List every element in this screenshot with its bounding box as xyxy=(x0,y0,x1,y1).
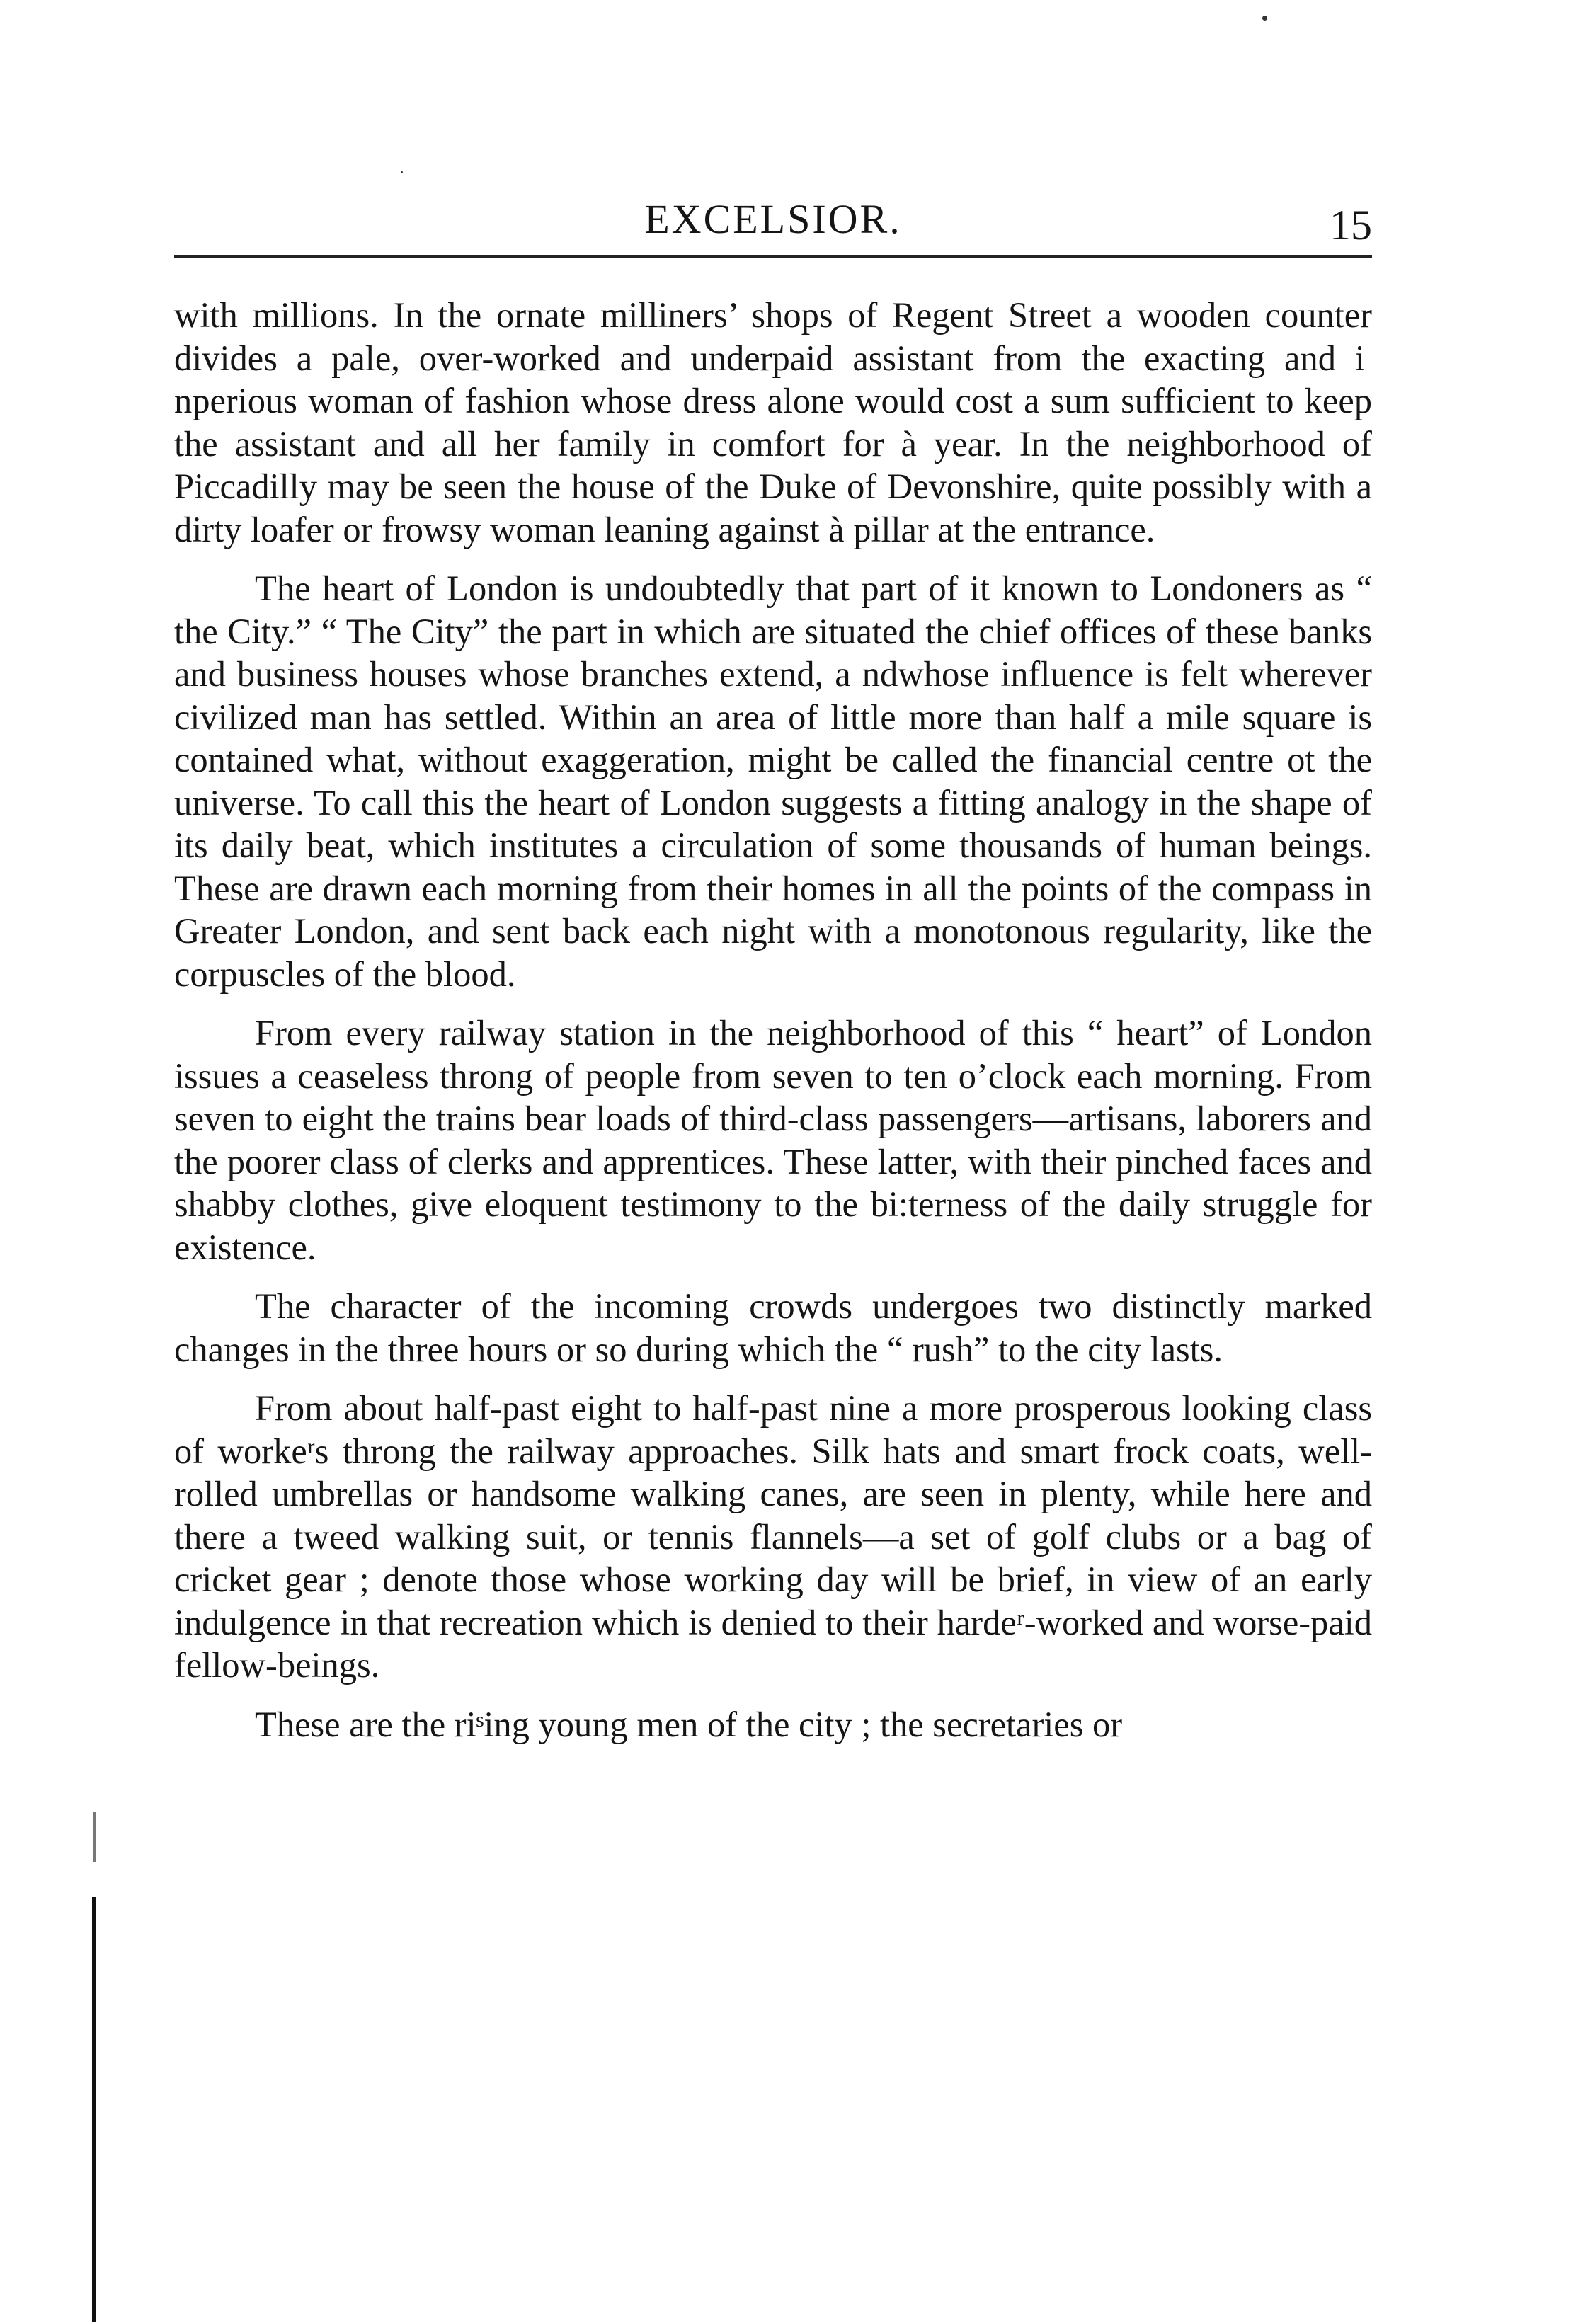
paragraph: with millions. In the ornate milliners’ shops of Regent Street a wooden counter divides a pale, over-worked and underpaid assistant from the exacting and i nperious woman of fashion whose dress alone would cost a sum sufficient to keep the assistant and all her family in comfort for à year. In the neighborhood of Piccadilly may be seen the house of the Duke of Devonshire, quite possibly with a dirty loafer or frowsy woman leaning against à pillar at the entrance. xyxy=(174,295,1372,549)
binding-edge-mark xyxy=(93,1812,96,1862)
binding-edge-mark xyxy=(92,1897,96,2322)
ink-speck xyxy=(401,171,403,173)
page-number: 15 xyxy=(1330,202,1372,248)
paragraph: The heart of London is undoubtedly that part of it known to Londoners as “ the City.” “ The City” the part in which are situated the chief offices of these banks and business houses whose branches extend, a ndwhose influence is felt wherever civilized man has settled. Within an area of littlе more than half a mile square is contained what, without exaggeration, might be called the financial centre ot the universe. To call this the heart of London suggests a fitting analogy in the shape of its daily beat, which institutes a circulation of some thousands of human beings. These are drawn each morning from their homes in all the points of the compass in Greater London, and sent back each night with a monotonous regularity, like the corpuscles of the blood. xyxy=(174,568,1372,994)
paragraph: These are the riˢing young men of the city ; the secretaries or xyxy=(255,1704,1123,1744)
running-title: EXCELSIOR. xyxy=(644,196,902,242)
body-text xyxy=(174,294,1372,1762)
running-header xyxy=(174,191,1372,248)
paragraph: The character of the incoming crowds undergoes two distinctly marked changes in the three hours or so during which the “ rush” to the city lasts. xyxy=(174,1286,1372,1369)
header-rule xyxy=(174,255,1372,258)
paragraph: From about half-past eight to half-past nine a more prosperous looking class of workeʳs throng the railway approaches. Silk hats and smart frock coats, well-rolled umbrellas or handsome walking canes, are seen in plenty, while here and there a tweed walking suit, or tennis flannels—a set of golf clubs or a bag of cricket gear ; denote those whose working day will be brief, in view of an early indulgence in that recreation which is denied to their hardeʳ-worked and worse-paid fellow-beings. xyxy=(174,1388,1372,1685)
paragraph: From every railway station in the neighborhood of this “ heart” of London issues a ceaseless throng of people from seven to ten o’clock each morning. From seven to eight the trains bear loads of third-class passengers—artisans, laborers and the poorer class of clerks and apprentices. These latter, with their pinched faces and shabby clothes, give eloquent testimony to the bi:terness of the daily struggle for existence. xyxy=(174,1013,1372,1267)
ink-speck xyxy=(1262,16,1267,21)
